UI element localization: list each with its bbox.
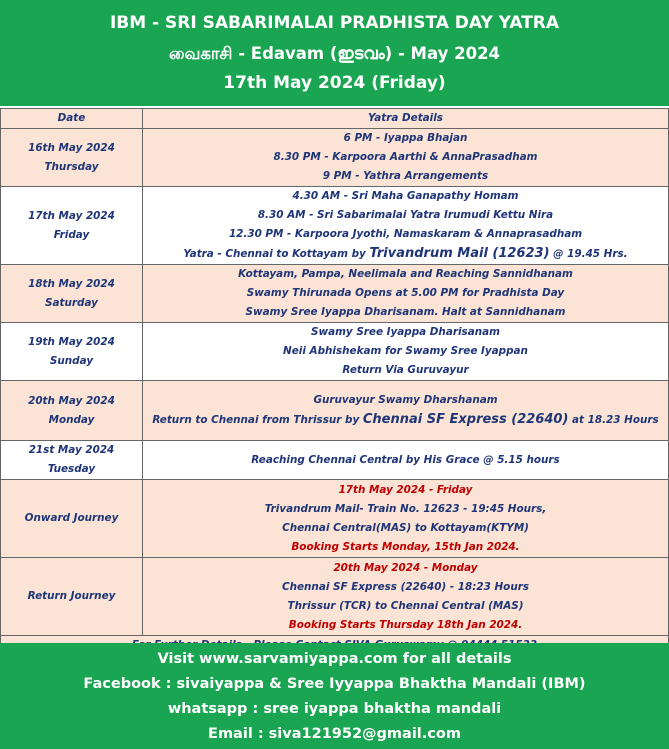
- onward-booking: Booking Starts Monday, 15th Jan 2024.: [291, 540, 520, 553]
- detail-line: 12.30 PM - Karpoora Jyothi, Namaskaram & Annaprasadham: [228, 228, 583, 240]
- column-header-date: Date: [1, 109, 143, 129]
- detail-line: Guruvayur Swamy Dharshanam: [313, 394, 498, 406]
- row-date: 16th May 2024: [28, 141, 115, 154]
- return-route: Thrissur (TCR) to Chennai Central (MAS): [287, 599, 524, 612]
- detail-line: Kottayam, Pampa, Neelimala and Reaching Sannidhanam: [238, 268, 573, 280]
- footer-facebook: Facebook : sivaiyappa & Sree Iyyappa Bhaktha Mandali (IBM): [83, 676, 586, 692]
- train-text-post: @ 19.45 Hrs.: [549, 248, 628, 260]
- table-row: [1, 265, 669, 323]
- detail-line: 8.30 PM - Karpoora Aarthi & AnnaPrasadham: [273, 151, 538, 163]
- train-text-post: at 18.23 Hours: [568, 414, 659, 426]
- row-date-cell: [1, 323, 143, 381]
- row-date: 18th May 2024: [28, 277, 115, 290]
- row-details-cell: [143, 323, 669, 381]
- header-banner: [0, 0, 669, 106]
- return-train: Chennai SF Express (22640) - 18:23 Hours: [281, 580, 530, 593]
- schedule-table: [0, 108, 669, 656]
- row-details-cell: [143, 265, 669, 323]
- row-day: Monday: [48, 413, 95, 426]
- return-journey-label: Return Journey: [1, 558, 143, 636]
- train-name: Chennai SF Express (22640): [362, 412, 569, 427]
- onward-route: Chennai Central(MAS) to Kottayam(KTYM): [282, 521, 529, 534]
- table-header-row: [1, 109, 669, 129]
- row-date: 17th May 2024: [28, 209, 115, 222]
- row-day: Thursday: [44, 160, 99, 173]
- table-row: [1, 441, 669, 480]
- onward-journey-label: Onward Journey: [1, 480, 143, 558]
- table-row: [1, 187, 669, 265]
- footer-whatsapp: whatsapp : sree iyappa bhaktha mandali: [167, 701, 502, 717]
- row-details-cell: [143, 441, 669, 480]
- train-name: Trivandrum Mail (12623): [369, 246, 550, 261]
- footer-banner: [0, 643, 669, 749]
- return-date: 20th May 2024 - Monday: [333, 561, 478, 574]
- row-date-cell: [1, 187, 143, 265]
- table-row: [1, 323, 669, 381]
- row-details-cell: [143, 129, 669, 187]
- detail-line: 6 PM - Iyappa Bhajan: [343, 132, 468, 144]
- return-booking: Booking Starts Thursday 18th Jan 2024.: [288, 618, 523, 631]
- row-details-cell: [143, 381, 669, 441]
- onward-journey-row: [1, 480, 669, 558]
- train-line: [143, 244, 668, 264]
- column-header-details: Yatra Details: [143, 109, 669, 129]
- row-day: Friday: [53, 228, 90, 241]
- header-title: IBM - SRI SABARIMALAI PRADHISTA DAY YATRA: [109, 13, 560, 33]
- detail-line: Swamy Sree Iyappa Dharisanam. Halt at Sannidhanam: [245, 306, 566, 318]
- train-text-pre: Return to Chennai from Thrissur by: [152, 414, 363, 426]
- row-date-cell: [1, 441, 143, 480]
- onward-date: 17th May 2024 - Friday: [338, 483, 473, 496]
- detail-line: Swamy Sree Iyappa Dharisanam: [311, 326, 500, 338]
- table-row: [1, 129, 669, 187]
- detail-line: Swamy Thirunada Opens at 5.00 PM for Pradhista Day: [246, 287, 565, 299]
- row-day: Tuesday: [47, 463, 96, 475]
- onward-train: Trivandrum Mail- Train No. 12623 - 19:45 Hours,: [264, 502, 547, 515]
- detail-line: Neii Abhishekam for Swamy Sree Iyappan: [283, 345, 528, 357]
- detail-line: Return Via Guruvayur: [342, 364, 469, 376]
- detail-line: 9 PM - Yathra Arrangements: [322, 170, 489, 182]
- header-date: 17th May 2024 (Friday): [223, 73, 446, 93]
- detail-line: Reaching Chennai Central by His Grace @ 5.15 hours: [251, 453, 560, 466]
- row-details-cell: [143, 187, 669, 265]
- train-text-pre: Yatra - Chennai to Kottayam by: [183, 248, 370, 260]
- return-journey-details: [143, 558, 669, 636]
- row-day: Saturday: [45, 296, 98, 309]
- return-journey-row: [1, 558, 669, 636]
- row-date-cell: [1, 381, 143, 441]
- train-line: [143, 410, 668, 430]
- row-date: 21st May 2024: [28, 444, 115, 456]
- row-date-cell: [1, 129, 143, 187]
- row-date: 19th May 2024: [28, 335, 115, 348]
- header-month: வைகாசி - Edavam (ഇടവം) - May 2024: [168, 44, 501, 63]
- row-date: 20th May 2024: [28, 394, 115, 407]
- row-date-cell: [1, 265, 143, 323]
- detail-line: 8.30 AM - Sri Sabarimalai Yatra Irumudi Kettu Nira: [257, 209, 554, 221]
- footer-email: Email : siva121952@gmail.com: [208, 726, 461, 742]
- onward-journey-details: [143, 480, 669, 558]
- detail-line: 4.30 AM - Sri Maha Ganapathy Homam: [292, 190, 519, 202]
- footer-website: Visit www.sarvamiyappa.com for all details: [157, 651, 512, 667]
- table-row: [1, 381, 669, 441]
- row-day: Sunday: [49, 354, 94, 367]
